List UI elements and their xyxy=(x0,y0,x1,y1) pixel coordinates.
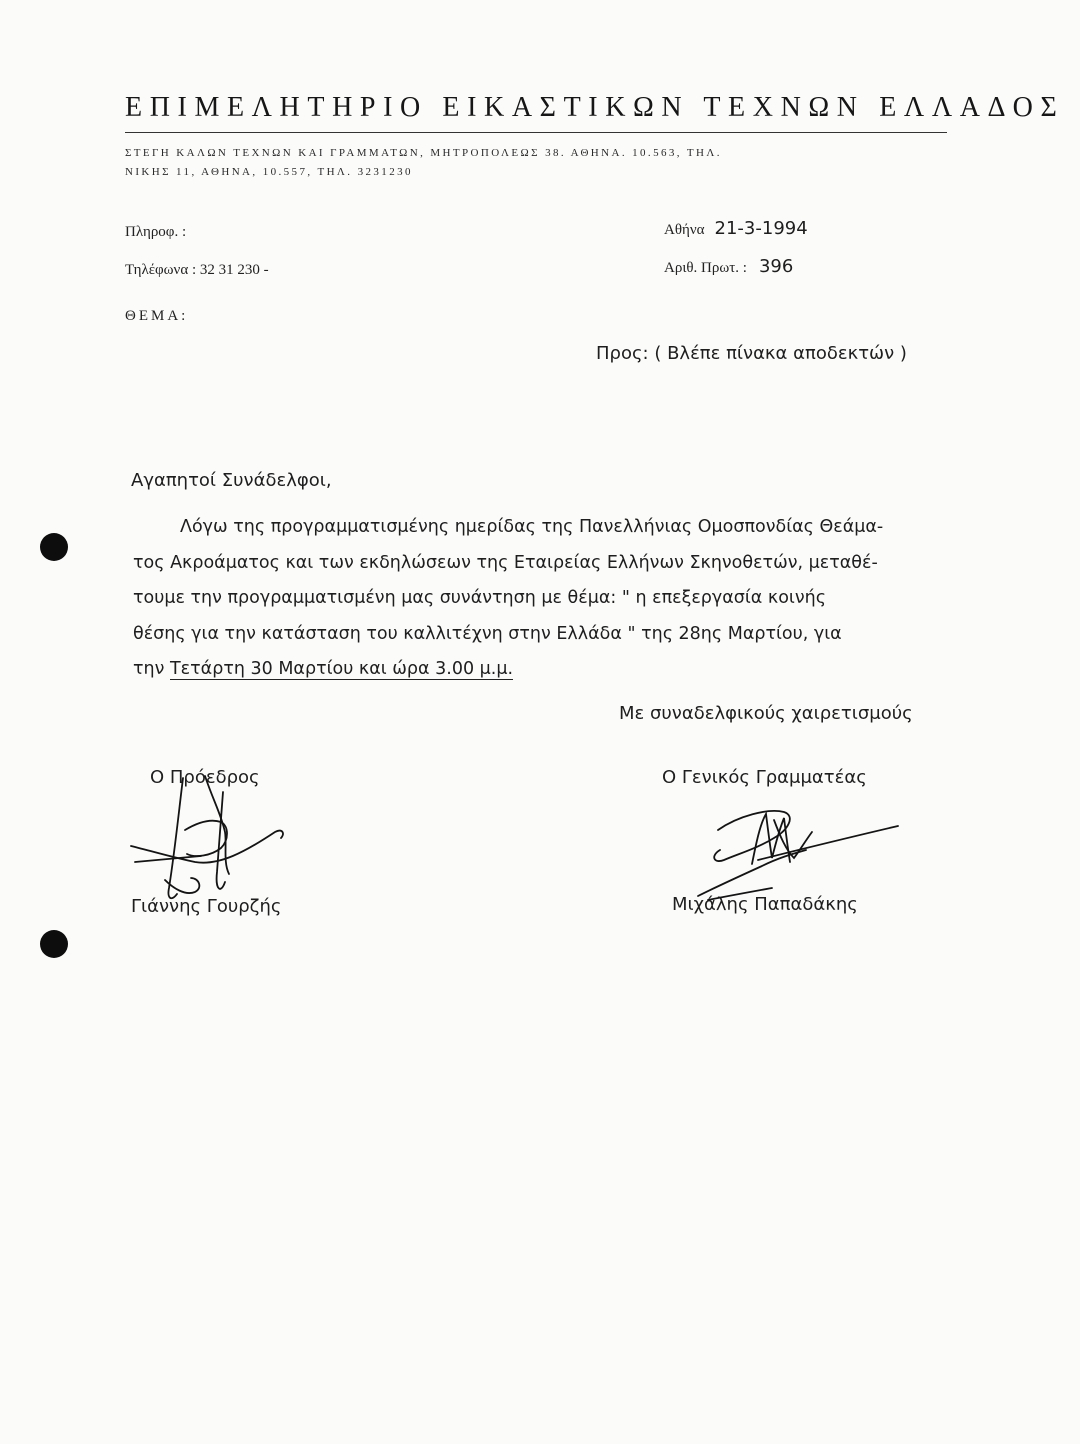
closing-greeting: Με συναδελφικούς χαιρετισμούς xyxy=(619,703,913,724)
meeting-date-underlined: Τετάρτη 30 Μαρτίου και ώρα 3.00 μ.μ. xyxy=(169,659,514,679)
phone-row xyxy=(125,262,269,279)
president-title: Ο Πρόεδρος xyxy=(150,767,260,788)
punch-hole-top xyxy=(40,533,68,561)
body-line-1: Λόγω της προγραμματισμένης ημερίδας της Πανελλήνιας Ομοσπονδίας Θεάμα- xyxy=(180,517,884,537)
city-label: Αθήνα xyxy=(664,222,705,238)
subject-label: ΘΕΜΑ: xyxy=(125,308,189,324)
letterhead-divider xyxy=(125,132,947,133)
body-line-2: τος Ακροάματος και των εκδηλώσεων της Εταιρείας Ελλήνων Σκηνοθετών, μεταθέ- xyxy=(133,552,878,573)
protocol-label: Αριθ. Πρωτ. : xyxy=(664,260,747,276)
secretary-name: Μιχάλης Παπαδάκης xyxy=(672,894,858,915)
phone-label: Τηλέφωνα : xyxy=(125,262,197,278)
recipient-line: Προς: ( Βλέπε πίνακα αποδεκτών ) xyxy=(596,343,907,364)
president-name: Γιάννης Γουρζής xyxy=(131,896,282,917)
letter-date: 21-3-1994 xyxy=(714,218,808,239)
body-line-4: θέσης για την κατάσταση του καλλιτέχνη στην Ελλάδα " της 28ης Μαρτίου, για xyxy=(133,623,842,644)
info-label: Πληροφ. : xyxy=(125,224,187,240)
phone-value: 32 31 230 - xyxy=(199,262,269,278)
letter-body xyxy=(133,510,953,688)
salutation: Αγαπητοί Συνάδελφοι, xyxy=(131,470,332,491)
body-line-5 xyxy=(133,652,953,688)
address-line-2: ΝΙΚΗΣ 11, ΑΘΗΝΑ, 10.557, ΤΗΛ. 3231230 xyxy=(125,166,413,178)
secretary-signature xyxy=(688,800,908,915)
president-signature xyxy=(125,770,295,920)
protocol-row xyxy=(664,256,793,277)
protocol-number: 396 xyxy=(758,256,794,277)
body-line-5-prefix: την xyxy=(133,659,165,679)
date-row xyxy=(664,218,808,239)
secretary-title: Ο Γενικός Γραμματέας xyxy=(662,767,867,788)
organization-title: ΕΠΙΜΕΛΗΤΗΡΙΟ ΕΙΚΑΣΤΙΚΩΝ ΤΕΧΝΩΝ ΕΛΛΑΔΟΣ xyxy=(125,92,1065,123)
body-line-3: τουμε την προγραμματισμένη μας συνάντηση με θέμα: " η επεξεργασία κοινής xyxy=(133,588,826,608)
address-line-1: ΣΤΕΓΗ ΚΑΛΩΝ ΤΕΧΝΩΝ ΚΑΙ ΓΡΑΜΜΑΤΩΝ, ΜΗΤΡΟΠΟΛΕΩΣ 38. ΑΘΗΝΑ. 10.563, ΤΗΛ. xyxy=(125,147,722,159)
punch-hole-bottom xyxy=(40,930,68,958)
